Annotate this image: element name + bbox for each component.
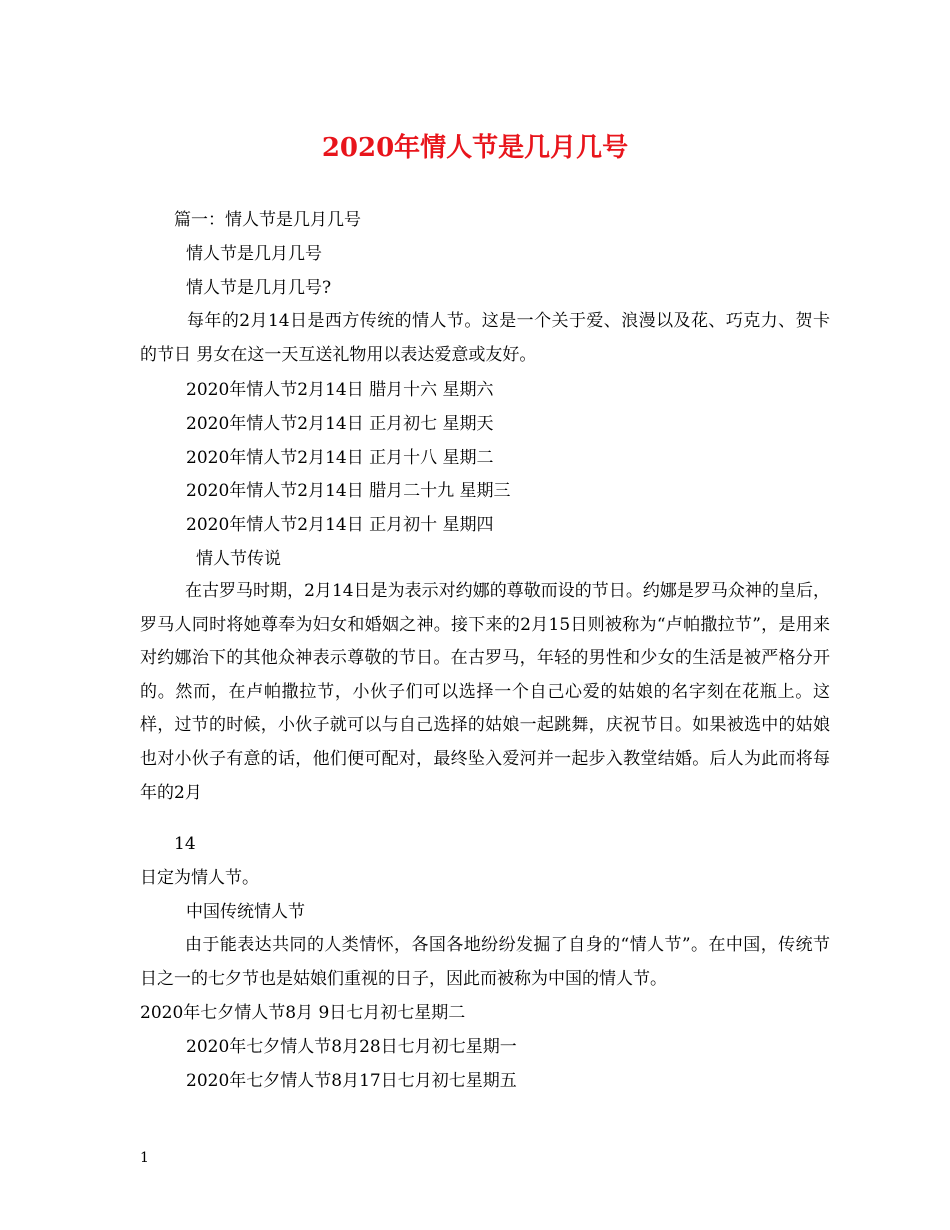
question-line: 情人节是几月几号?: [186, 278, 332, 298]
qixi-date-line: 2020年七夕情人节8月 9日七月初七星期二: [140, 1003, 466, 1023]
qixi-date-line: 2020年七夕情人节8月28日七月初七星期一: [186, 1037, 517, 1057]
qixi-date-line: 2020年七夕情人节8月17日七月初七星期五: [186, 1071, 517, 1091]
date-line: 2020年情人节2月14日 正月初七 星期天: [186, 414, 494, 434]
legend-paragraph: 在古罗马时期，2月14日是为表示对约娜的尊敬而设的节日。约娜是罗马众神的皇后，罗马人同时将她尊奉为妇女和婚姻之神。接下来的2月15日则被称为“卢帕撒拉节”，是用来对约娜治下的其他众神表示尊敬的节日。在古罗马，年轻的男性和少女的生活是被严格分开的。然而，在卢帕撒拉节，小伙子们可以选择一个自己心爱的姑娘的名字刻在花瓶上。这样，过节的时候，小伙子就可以与自己选择的姑娘一起跳舞，庆祝节日。如果被选中的姑娘也对小伙子有意的话，他们便可配对，最终坠入爱河并一起步入教堂结婚。后人为此而将每年的2月: [140, 581, 830, 803]
china-heading: 中国传统情人节: [186, 902, 305, 922]
china-paragraph: 由于能表达共同的人类情怀，各国各地纷纷发掘了自身的“情人节”。在中国，传统节日之一的七夕节也是姑娘们重视的日子，因此而被称为中国的情人节。: [140, 935, 830, 989]
date-line: 2020年情人节2月14日 腊月二十九 星期三: [186, 481, 511, 501]
legend-tail-number: 14: [174, 834, 196, 854]
page-number: 1: [140, 1150, 149, 1166]
section-heading: 篇一：情人节是几月几号: [174, 210, 361, 230]
date-line: 2020年情人节2月14日 腊月十六 星期六: [186, 380, 494, 400]
subheading: 情人节是几月几号: [186, 244, 322, 264]
date-line: 2020年情人节2月14日 正月十八 星期二: [186, 448, 494, 468]
legend-heading: 情人节传说: [196, 549, 281, 569]
date-line: 2020年情人节2月14日 正月初十 星期四: [186, 515, 494, 535]
document-title: 2020年情人节是几月几号: [321, 133, 629, 163]
legend-tail-text: 日定为情人节。: [140, 868, 259, 888]
intro-paragraph: 每年的2月14日是西方传统的情人节。这是一个关于爱、浪漫以及花、巧克力、贺卡的节日 男女在这一天互送礼物用以表达爱意或友好。: [140, 311, 830, 365]
